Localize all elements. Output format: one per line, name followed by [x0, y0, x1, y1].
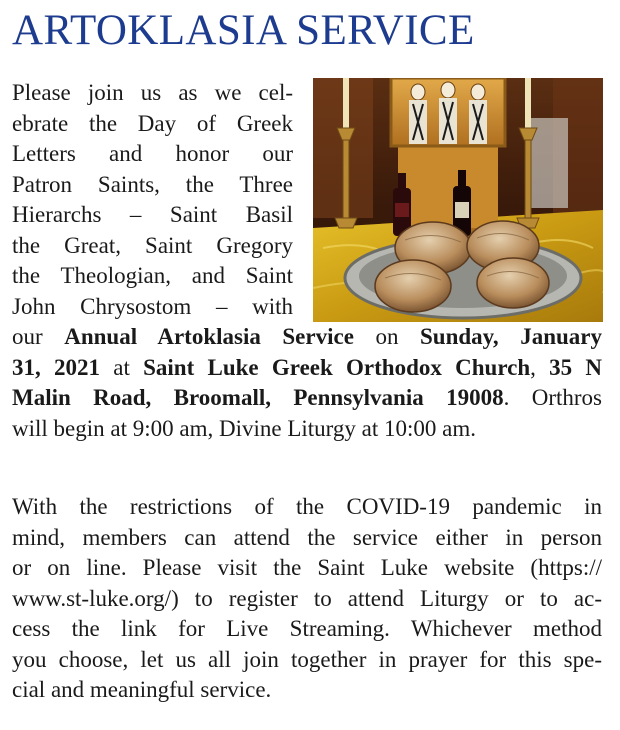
page-title: ARTOKLASIA SERVICE	[12, 7, 475, 54]
text-line: Malin Road, Broomall, Pennsylvania 19008. Orthros	[12, 385, 602, 410]
text-line: mind, members can attend the service either in person	[12, 524, 602, 550]
church-name: Saint Luke Greek Orthodox Church	[143, 354, 531, 380]
text-line: Letters and honor our	[12, 141, 293, 166]
text-line: Hierarchs – Saint Basil	[12, 202, 293, 227]
event-name: Annual Artoklasia Service	[64, 324, 354, 349]
event-date: Sunday, January	[420, 324, 602, 349]
paragraph-2	[12, 492, 602, 706]
text-line: will begin at 9:00 am, Divine Liturgy at 10:00 am.	[12, 415, 476, 441]
text-line: Please join us as we cel-	[12, 80, 293, 105]
text-line: www.st-luke.org/) to register to attend Liturgy or to ac-	[12, 585, 602, 611]
text-line: John Chrysostom – with	[12, 293, 293, 319]
text-line: cess the link for Live Streaming. Whichever method	[12, 616, 602, 641]
text-line: our Annual Artoklasia Service on Sunday, January	[12, 324, 602, 349]
text-line: the Great, Saint Gregory	[12, 232, 293, 258]
text-line: or on line. Please visit the Saint Luke website (https://	[12, 555, 602, 580]
text-line: cial and meaningful service.	[12, 677, 272, 702]
text-line: ebrate the Day of Greek	[12, 110, 293, 136]
church-address: Malin Road, Broomall, Pennsylvania 19008	[12, 385, 504, 410]
paragraph-1	[12, 78, 602, 444]
church-address: 35 N	[549, 354, 603, 380]
text-line: the Theologian, and Saint	[12, 263, 293, 288]
text-line: 31, 2021 at Saint Luke Greek Orthodox Church, 35 N	[12, 354, 603, 380]
text-line: Patron Saints, the Three	[12, 171, 293, 197]
text-line: you choose, let us all join together in prayer for this spe-	[12, 646, 602, 672]
event-date: 31, 2021	[12, 354, 101, 380]
text-line: With the restrictions of the COVID-19 pandemic in	[12, 494, 602, 519]
